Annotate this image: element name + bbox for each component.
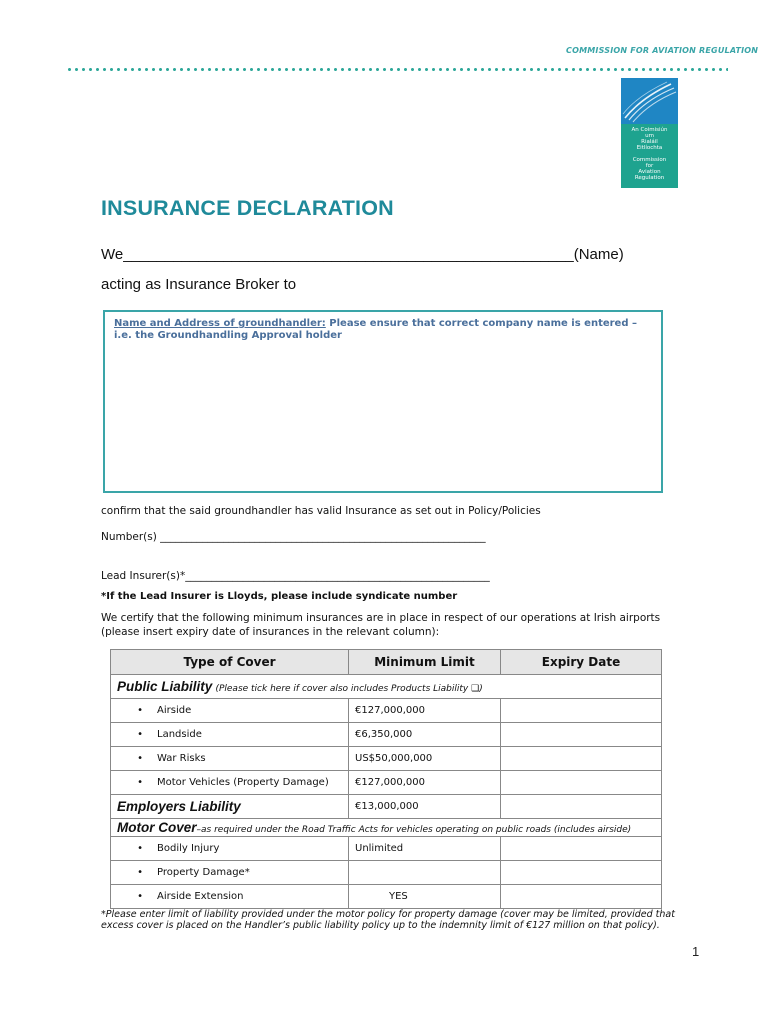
employers-liability-label: Employers Liability	[117, 799, 241, 814]
products-liability-note: (Please tick here if cover also includes Products Liability	[215, 684, 472, 694]
public-liability-row	[111, 675, 662, 699]
motor-cover-row	[111, 819, 662, 837]
groundhandler-instruction: Please ensure that correct company name is entered – i.e. the Groundhandling Approval holder	[114, 318, 637, 341]
bullet: •	[137, 705, 143, 716]
expiry-date-cell[interactable]	[501, 885, 662, 909]
logo-text-english	[623, 157, 676, 181]
minimum-limit-input[interactable]	[349, 861, 501, 885]
bullet: •	[137, 753, 143, 764]
minimum-limit: Unlimited	[349, 837, 501, 861]
products-liability-checkbox[interactable]: ❑	[471, 684, 480, 694]
header-expiry-date: Expiry Date	[501, 650, 662, 675]
expiry-date-cell[interactable]	[501, 795, 662, 819]
minimum-limit: €13,000,000	[349, 795, 501, 819]
logo-text-irish	[623, 127, 676, 151]
confirm-text: confirm that the said groundhandler has valid Insurance as set out in Policy/Policies	[101, 505, 541, 517]
cover-type: Airside	[157, 705, 192, 716]
minimum-limit: €6,350,000	[349, 723, 501, 747]
dotted-divider	[66, 67, 728, 72]
acting-as-text: acting as Insurance Broker to	[101, 276, 297, 293]
motor-cover-note: –as required under the Road Traffic Acts for vehicles operating on public roads (includes airside)	[196, 825, 632, 835]
motor-cover-label: Motor Cover	[117, 820, 197, 835]
table-row	[111, 861, 662, 885]
bullet: •	[137, 843, 143, 854]
employers-liability-row	[111, 795, 662, 819]
expiry-date-cell[interactable]	[501, 837, 662, 861]
logo-line: for	[645, 163, 654, 169]
policy-numbers-field[interactable]: Number(s) ______________________________________________________________	[101, 531, 486, 543]
table-row	[111, 723, 662, 747]
logo-wing-graphic	[621, 78, 678, 124]
footnote: *Please enter limit of liability provided under the motor policy for property damage (cover may be limited, provided that excess cover is placed on the Handler’s public liability policy up to the indemnity limit of €127 million on that policy).	[101, 909, 675, 931]
minimum-limit: US$50,000,000	[349, 747, 501, 771]
minimum-limit: €127,000,000	[349, 699, 501, 723]
broker-name-field[interactable]: We______________________________________________________(Name)	[101, 246, 624, 263]
table-row	[111, 885, 662, 909]
cover-type: War Risks	[157, 753, 206, 764]
logo-line: um	[645, 133, 654, 139]
expiry-date-cell[interactable]	[501, 747, 662, 771]
logo-line: Rialáil	[641, 139, 658, 145]
bullet: •	[137, 777, 143, 788]
lloyds-note: *If the Lead Insurer is Lloyds, please include syndicate number	[101, 591, 458, 602]
bullet: •	[137, 729, 143, 740]
table-header-row	[111, 650, 662, 675]
org-header-title: COMMISSION FOR AVIATION REGULATION	[566, 46, 759, 55]
commission-logo	[621, 78, 678, 188]
document-title: INSURANCE DECLARATION	[101, 196, 394, 220]
cover-type: Airside Extension	[157, 891, 244, 902]
expiry-date-cell[interactable]	[501, 861, 662, 885]
page-number: 1	[692, 944, 700, 959]
header-type-of-cover: Type of Cover	[111, 650, 349, 675]
bullet: •	[137, 891, 143, 902]
expiry-date-cell[interactable]	[501, 723, 662, 747]
note-close: )	[479, 684, 483, 694]
table-row	[111, 747, 662, 771]
logo-text-panel	[621, 124, 678, 188]
logo-line: An Coimisiún	[631, 127, 668, 133]
table-row	[111, 699, 662, 723]
header-minimum-limit: Minimum Limit	[349, 650, 501, 675]
groundhandler-label: Name and Address of groundhandler:	[114, 318, 326, 329]
logo-line: Eitlíochta	[636, 145, 663, 151]
lead-insurer-field[interactable]: Lead Insurer(s)*__________________________________________________________	[101, 570, 490, 582]
table-row	[111, 771, 662, 795]
logo-line: Aviation	[638, 169, 661, 175]
cover-type: Property Damage*	[157, 867, 250, 878]
insurance-cover-table	[110, 649, 662, 909]
minimum-limit: €127,000,000	[349, 771, 501, 795]
cover-type: Landside	[157, 729, 202, 740]
logo-line: Regulation	[634, 175, 665, 181]
expiry-date-cell[interactable]	[501, 699, 662, 723]
logo-line: Commission	[632, 157, 667, 163]
expiry-date-cell[interactable]	[501, 771, 662, 795]
public-liability-label: Public Liability	[117, 679, 213, 694]
certify-text: We certify that the following minimum insurances are in place in respect of our operations at Irish airports (please insert expiry date of insurances in the relevant column):	[101, 612, 661, 638]
table-row	[111, 837, 662, 861]
cover-type: Motor Vehicles (Property Damage)	[157, 777, 329, 788]
bullet: •	[137, 867, 143, 878]
cover-type: Bodily Injury	[157, 843, 220, 854]
minimum-limit: YES	[349, 885, 501, 909]
groundhandler-instructions	[114, 318, 644, 342]
